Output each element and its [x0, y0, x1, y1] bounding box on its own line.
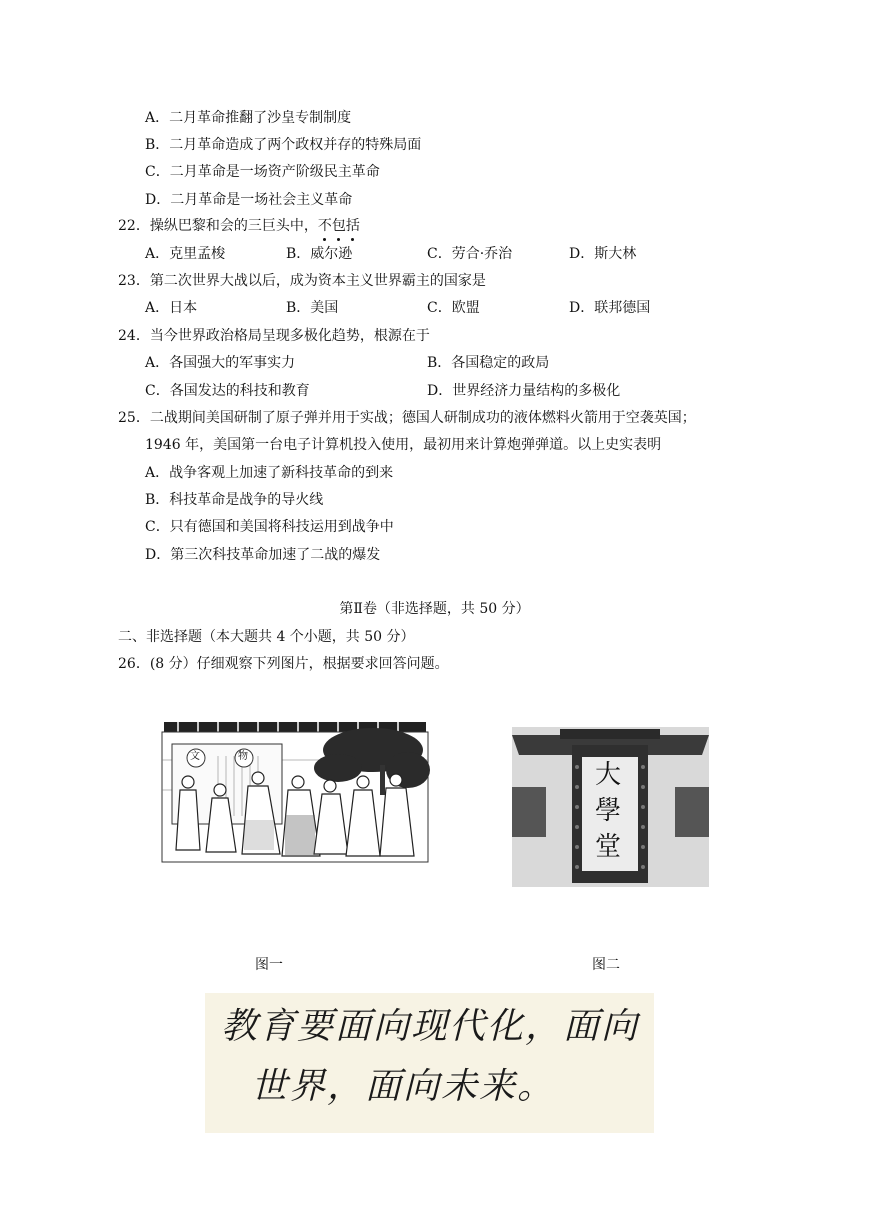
q25-stem-line1: 25．二战期间美国研制了原子弹并用于实战；德国人研制成功的液体燃料火箭用于空袭英国；	[118, 410, 696, 426]
q25-stem-line2: 1946 年，美国第一台电子计算机投入使用，最初用来计算炮弹弹道。以上史实表明	[145, 437, 662, 453]
q21-option-a: A．二月革命推翻了沙皇专制制度	[145, 110, 352, 126]
q22-option-d: D．斯大林	[569, 246, 637, 262]
q23-option-a: A．日本	[145, 300, 198, 316]
q25-option-b: B．科技革命是战争的导火线	[145, 492, 324, 508]
q21-option-d: D．二月革命是一场社会主义革命	[145, 192, 353, 208]
q23-option-c: C．欧盟	[427, 300, 480, 316]
q24-option-a: A．各国强大的军事实力	[145, 355, 296, 371]
figure-two-caption: 图二	[592, 957, 620, 973]
plaque-character: 堂	[595, 832, 622, 862]
woodcut-scene-image	[158, 720, 433, 875]
plaque-character: 大	[595, 760, 622, 790]
q22-emphasis-char: 括	[345, 218, 360, 234]
q26-stem: 26．(8 分）仔细观察下列图片，根据要求回答问题。	[118, 656, 449, 672]
plaque-character: 學	[595, 796, 622, 826]
q25-option-a: A．战争客观上加速了新科技革命的到来	[145, 465, 394, 481]
q22-option-c: C．劳合·乔治	[427, 246, 513, 262]
q24-option-b: B．各国稳定的政局	[427, 355, 550, 371]
sign-character: 文	[190, 751, 200, 762]
figure-two-plaque	[512, 727, 709, 887]
figure-one-illustration	[158, 720, 433, 875]
volume-title: 第Ⅱ卷（非选择题，共 50 分）	[339, 601, 530, 617]
q24-option-c: C．各国发达的科技和教育	[145, 383, 310, 399]
q23-stem: 23．第二次世界大战以后，成为资本主义世界霸主的国家是	[118, 273, 486, 289]
q23-option-d: D．联邦德国	[569, 300, 651, 316]
q22-emphasis-char: 不	[317, 218, 332, 234]
q22-stem	[118, 216, 360, 236]
figure-one-caption: 图一	[255, 957, 283, 973]
q25-option-c: C．只有德国和美国将科技运用到战争中	[145, 519, 394, 535]
q21-option-b: B．二月革命造成了两个政权并存的特殊局面	[145, 137, 422, 153]
q25-option-d: D．第三次科技革命加速了二战的爆发	[145, 547, 381, 563]
q23-option-b: B．美国	[286, 300, 339, 316]
q24-stem: 24．当今世界政治格局呈现多极化趋势，根源在于	[118, 328, 430, 344]
q22-emphasis-char: 包	[331, 218, 346, 234]
calligraphy-line-1: 教育要面向现代化，面向	[221, 1006, 640, 1047]
q22-stem-text: 22．操纵巴黎和会的三巨头中，	[118, 218, 318, 234]
calligraphy-line-2: 世界，面向未来。	[251, 1066, 556, 1107]
q24-option-d: D．世界经济力量结构的多极化	[427, 383, 621, 399]
q21-option-c: C．二月革命是一场资产阶级民主革命	[145, 164, 380, 180]
sign-character: 物	[238, 751, 248, 762]
calligraphy-inscription	[205, 993, 654, 1133]
q22-option-a: A．克里孟梭	[145, 246, 226, 262]
section-heading: 二、非选择题（本大题共 4 个小题，共 50 分）	[118, 629, 415, 645]
q22-option-b: B．威尔逊	[286, 246, 353, 262]
